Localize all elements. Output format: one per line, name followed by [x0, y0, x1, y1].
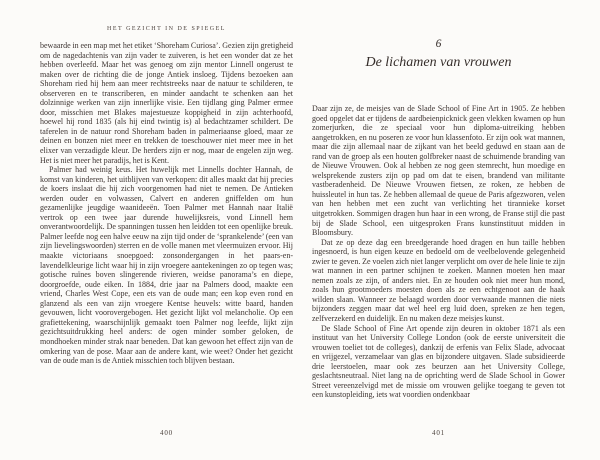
paragraph: Daar zijn ze, de meisjes van de Slade School of Fine Art in 1905. Ze hebben goed opgelet dat er tijdens de aardbeienpicknick geen vlekken kwamen op hun zomerjurken, die ze speciaal voor hun diploma-uitreiking hebben aangetrokken, en nu poseren ze voor hun klassenfoto. Er zijn ook wat mannen, maar die zijn allemaal naar de zijkant van het beeld geduwd en staan aan de rand van de groep als een houten golfbreker naast de schuimende branding van de Nieuwe Vrouwen. Ook al hebben ze nog geen stemrecht, hun moedige en welsprekende zusters zijn op pad om dat te eisen, brandend van militante vastberadenheid. De Nieuwe Vrouwen fietsen, ze roken, ze hebben de huissleutel in hun tas. Ze hebben allemaal de queue de Paris afgezworen, velen van hen hebben met een zucht van verlichting het tirannieke korset uitgetrokken. Sommigen dragen hun haar in een wrong, de Franse stijl die past bij de Slade School, een uitgesproken Frans kunstinstituut midden in Bloomsbury.: [312, 104, 565, 238]
right-page: [312, 0, 565, 400]
left-page: [40, 0, 293, 366]
paragraph: De Slade School of Fine Art opende zijn deuren in oktober 1871 als een instituut van het University College London (ook de eerste universiteit die vrouwen toeliet tot de colleges), dankzij de erfenis van Felix Slade, advocaat en vrijgezel, verzamelaar van glas en bijzondere uitgaven. Slade subsidieerde drie leerstoelen, maar ook zes beurzen aan het University College, geslachtsneutraal. Niet lang na de oprichting werd de Slade School in Gower Street vereenzelvigd met de missie om vrouwen gelijke toegang te geven tot een kunstopleiding, iets wat voordien ondenkbaar: [312, 323, 565, 400]
paragraph: bewaarde in een map met het etiket ‘Shoreham Curiosa’. Gezien zijn gretigheid om de nagedachtenis van zijn vader te zuiveren, is het een wonder dat ze het hebben overleefd. Maar het was genoeg om zijn mentor Linnell ongerust te maken over de richting die de jonge Antiek insloeg. Tijdens bezoeken aan Shoreham ried hij hem aan meer rechtstreeks naar de natuur te schilderen, te observeren en te transcriberen, en minder aandacht te schenken aan het dolzinnige werken van zijn innerlijke visie. Een tijdlang ging Palmer ermee door, misschien met Blakes majestueuze koppigheid in zijn achterhoofd, hoewel hij rond 1835 (als hij eind twintig is) al bedachtzamer schildert. De taferelen in de natuur rond Shoreham baden in palmeriaanse gloed, maar ze deinen en bonzen niet meer en trekken de toeschouwer niet meer mee in het elixer van verzadigde kleur. De herders zijn er nog, maar de engelen zijn weg. Het is niet meer het paradijs, het is Kent.: [40, 41, 293, 165]
chapter-title: De lichamen van vrouwen: [365, 55, 512, 70]
page-number-right: 401: [432, 429, 445, 437]
running-head: HET GEZICHT IN DE SPIEGEL: [107, 26, 226, 32]
chapter-heading: [312, 38, 565, 71]
paragraph: Dat ze op deze dag een breedgerande hoed dragen en hun taille hebben ingesnoerd, is hun eigen keuze en bedoeld om de veelbelovende gelegenheid zwier te geven. Ze voelen zich niet langer verplicht om over de hele linie te zijn wat mannen in een partner schijnen te zoeken. Mannen moeten hen maar nemen zoals ze zijn, of anders niet. En ze houden ook niet meer hun mond, zoals hun grootmoeders moesten doen als ze een echtgenoot aan de haak wilden slaan. Wanneer ze belaagd worden door verwaande mannen die niets bijzonders zeggen maar dat wel heel erg luid doen, spreken ze hen tegen, zelfverzekerd en duidelijk. En nu maken deze meisjes kunst.: [312, 237, 565, 324]
paragraph: Palmer had weinig keus. Het huwelijk met Linnells dochter Hannah, de komst van kinderen, het uitblijven van verkopen: dit alles maakt dat hij precies de koers inslaat die hij zich voorgenomen had niet te nemen. De Antieken werden ouder en volwassen, Calvert en anderen gniffelden om hun gezamenlijke jeugdige waanideeën. Toen Palmer met Hannah naar Italië vertrok op een twee jaar durende huwelijksreis, vond Linnell hem onverantwoordelijk. De spanningen tussen hen leidden tot een openlijke breuk. Palmer leefde nog een halve eeuw na zijn tijd onder de ‘sprankelende’ (een van zijn lievelingswoorden) sterren en de volle manen met vleermuizen ervoor. Hij maakte victoriaans snoepgoed: zonsondergangen in het paars-en-lavendelkleurige licht waar hij in zijn vroegere aantekeningen zo op tegen was; gotische ruïnes boven slingerende rivieren, weidse panorama’s en diepe, doorgroefde, oude eiken. In 1884, drie jaar na Palmers dood, maakte een vriend, Charles West Cope, een ets van de oude man; een kop even rond en glanzend als een van zijn vroegere Kentse heuvels: witte baard, handen gevouwen, licht voorovergebogen. Het gezicht lijkt vol melancholie. Op een grafiettekening, waarschijnlijk gemaakt toen Palmer nog leefde, lijkt zijn gezichtsuitdrukking heel anders: de ogen minder somber geloken, de mondhoeken minder strak naar beneden. Dat kan gewoon het effect zijn van de omkering van de pose. Maar aan de andere kant, wie weet? Onder het gezicht van de oude man is de Antiek misschien toch blijven bestaan.: [40, 165, 293, 366]
chapter-number: 6: [435, 38, 442, 50]
page-number-left: 400: [160, 429, 173, 437]
